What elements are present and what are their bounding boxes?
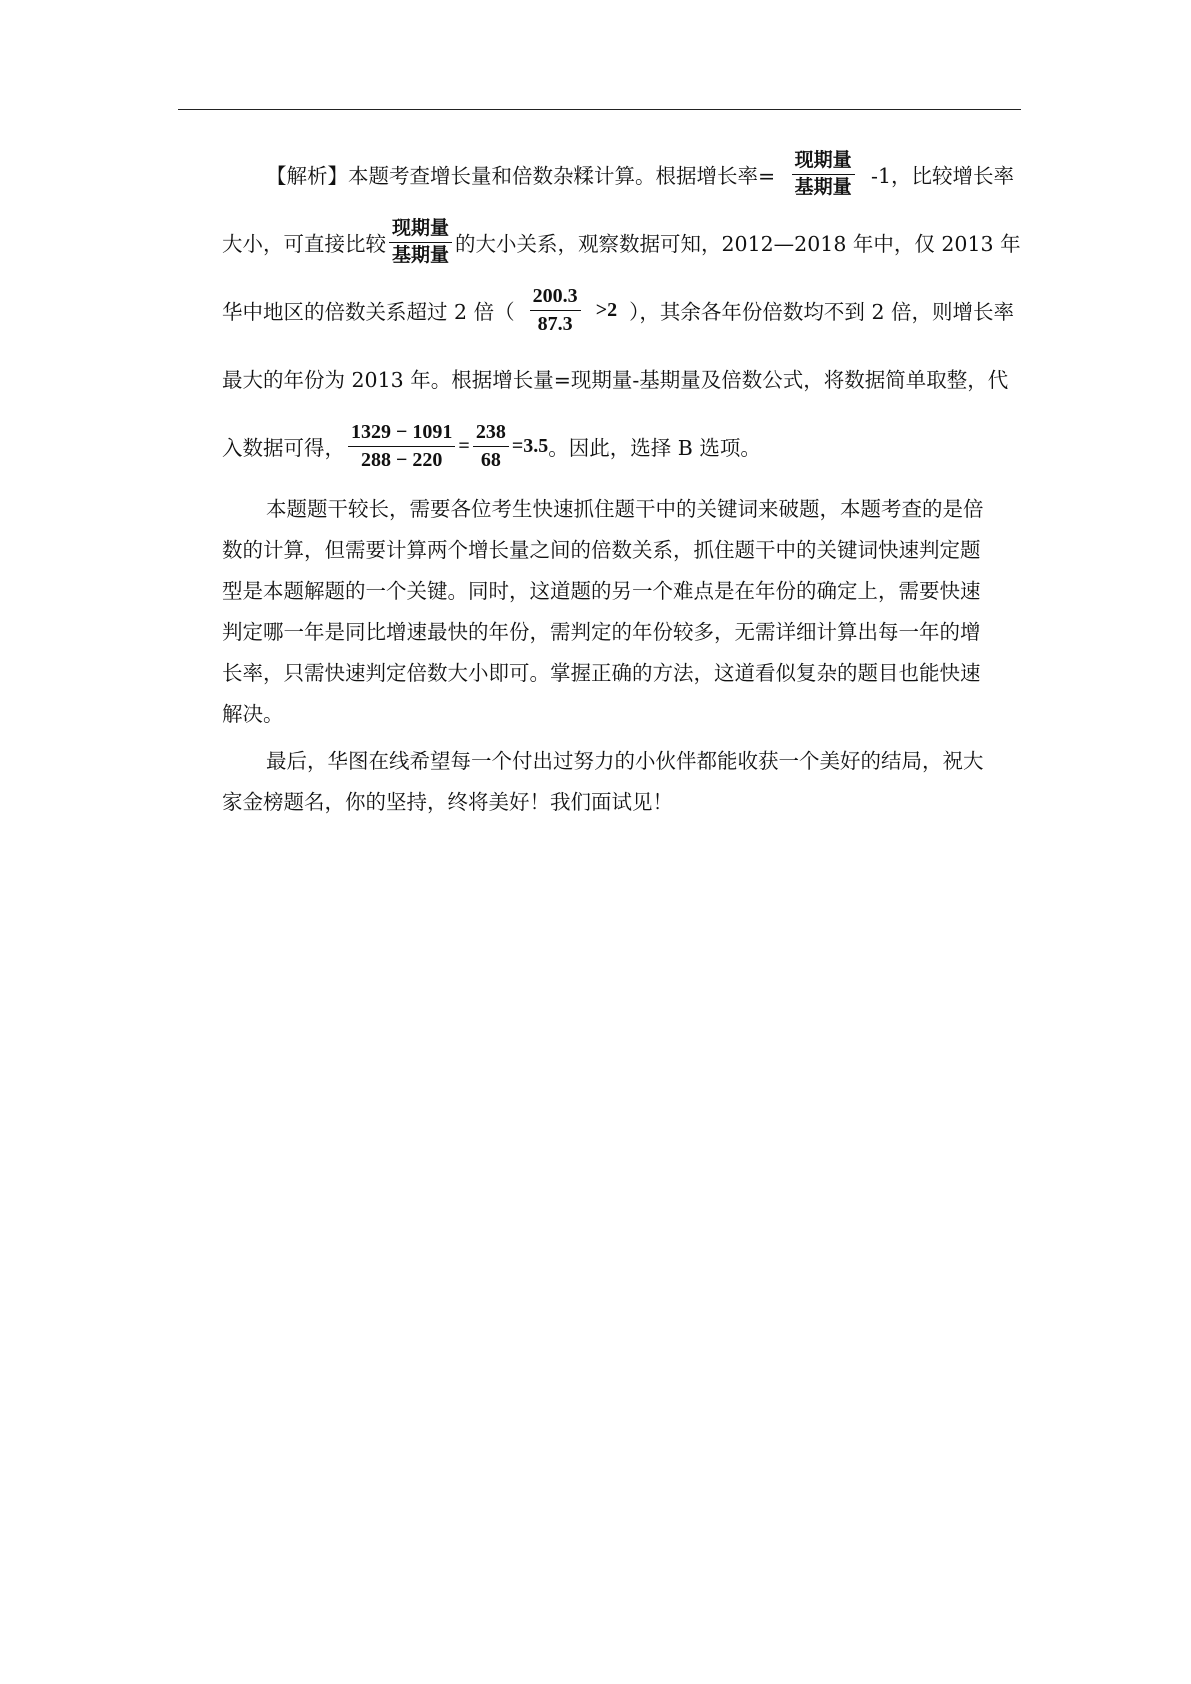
greater-than-two: >2 (595, 298, 618, 321)
calc-fraction-2 (473, 421, 509, 472)
discussion-line: 解决。 (222, 701, 284, 726)
analysis-text: ），其余各年份倍数均不到 2 倍，则增长率 (629, 300, 1014, 324)
discussion-line: 判定哪一年是同比增速最快的年份，需判定的年份较多，无需详细计算出每一年的增 (222, 619, 981, 644)
equals-sign: = (458, 434, 470, 457)
analysis-text: 的大小关系，观察数据可知，2012—2018 年中，仅 2013 年 (455, 232, 1021, 256)
closing-line: 家金榜题名，你的坚持，终将美好！我们面试见！ (222, 789, 673, 814)
discussion-paragraph (222, 486, 1014, 732)
analysis-text: 入数据可得， (222, 436, 345, 460)
fraction-denominator: 87.3 (537, 312, 573, 335)
fraction-numerator: 238 (473, 421, 509, 447)
fraction-denominator: 基期量 (794, 175, 852, 198)
closing-paragraph (222, 738, 1014, 820)
discussion-line: 型是本题解题的一个关键。同时，这道题的另一个难点是在年份的确定上，需要快速 (222, 578, 981, 603)
fraction-numerator: 现期量 (792, 150, 855, 175)
analysis-text: 大小，可直接比较 (222, 232, 386, 256)
analysis-line-4 (222, 344, 1014, 412)
calc-fraction-1 (348, 421, 455, 472)
fraction-denominator: 基期量 (392, 243, 450, 266)
analysis-text: 。因此，选择 B 选项。 (548, 436, 761, 460)
closing-line: 最后，华图在线希望每一个付出过努力的小伙伴都能收获一个美好的结局，祝大 (266, 748, 984, 773)
fraction-numerator: 1329 − 1091 (348, 421, 455, 447)
ratio-fraction (530, 285, 581, 336)
discussion-line: 长率，只需快速判定倍数大小即可。掌握正确的方法，这道看似复杂的题目也能快速 (222, 660, 981, 685)
analysis-line-1 (222, 140, 1014, 208)
fraction-denominator: 68 (480, 448, 501, 471)
fraction-numerator: 现期量 (389, 218, 452, 243)
analysis-line-3 (222, 276, 1014, 344)
document-body (222, 140, 1021, 826)
growth-rate-fraction (792, 150, 855, 199)
analysis-line-2 (222, 208, 1021, 276)
analysis-paragraph (222, 140, 1021, 480)
compare-fraction (389, 218, 452, 267)
discussion-line: 数的计算，但需要计算两个增长量之间的倍数关系，抓住题干中的关键词快速判定题 (222, 537, 981, 562)
analysis-text: -1，比较增长率 (871, 164, 1014, 188)
fraction-denominator: 288 − 220 (361, 448, 443, 471)
fraction-numerator: 200.3 (530, 285, 581, 311)
analysis-text: 华中地区的倍数关系超过 2 倍（ (222, 300, 515, 324)
analysis-text: 最大的年份为 2013 年。根据增长量=现期量-基期量及倍数公式，将数据简单取整，代 (222, 368, 1009, 392)
header-rule (178, 109, 1021, 110)
result-value: =3.5 (511, 434, 549, 457)
analysis-text: 【解析】本题考查增长量和倍数杂糅计算。根据增长率= (266, 164, 776, 188)
analysis-line-5 (222, 412, 1014, 480)
discussion-line: 本题题干较长，需要各位考生快速抓住题干中的关键词来破题，本题考查的是倍 (266, 496, 984, 521)
